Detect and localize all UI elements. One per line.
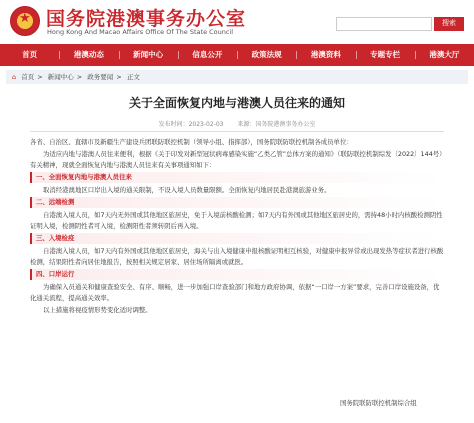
publish-date: 发布时间：2023-02-03 xyxy=(158,121,224,128)
closing-paragraph: 以上措施将视疫情形势变化适时调整。 xyxy=(43,306,152,314)
search-input[interactable] xyxy=(336,17,432,31)
article-body xyxy=(30,137,444,317)
nav-special-topics[interactable]: 专题专栏 xyxy=(356,44,415,66)
breadcrumb: ⌂ 首页 > 新闻中心 > 政务要闻 > 正文 xyxy=(6,70,468,84)
site-subtitle: Hong Kong And Macao Affairs Office Of The State Council xyxy=(47,28,234,36)
site-title: 国务院港澳事务办公室 xyxy=(46,8,247,30)
home-icon: ⌂ xyxy=(12,73,17,81)
article-title: 关于全面恢复内地与港澳人员往来的通知 xyxy=(128,96,345,110)
section-text: 自港澳入境人员，如7天内无外国或其他地区旅居史，免于入境前核酸检测；如7天内有外国或其他地区旅居史的，需持48小时内核酸检测阴性证明入境，检测阴性者可入境，检测阳性者须转阴后再入境。 xyxy=(30,211,443,230)
article-meta xyxy=(0,119,474,128)
nav-news-center[interactable]: 新闻中心 xyxy=(119,44,178,66)
section-text: 取消经港澳地区口岸出入境的通关限制，不设入境人员数量限额。全面恢复内地居民赴港澳旅游业务。 xyxy=(43,186,331,194)
intro-paragraph: 为适应内地与港澳人员往来便利，根据《关于印发对新型冠状病毒感染实施“乙类乙管”总体方案的通知》（联防联控机制综发〔2022〕144号）有关精神，现就全面恢复内地与港澳人员往来有关事项通知如下： xyxy=(30,150,443,169)
nav-policies[interactable]: 政策法规 xyxy=(237,44,296,66)
divider xyxy=(30,131,444,132)
nav-info-disclosure[interactable]: 信息公开 xyxy=(178,44,237,66)
nav-hk-macao-news[interactable]: 港澳动态 xyxy=(59,44,118,66)
breadcrumb-current: 正文 xyxy=(126,73,140,81)
search-button[interactable]: 搜索 xyxy=(434,17,464,31)
section-heading: 三、入境检疫 xyxy=(30,233,444,244)
greeting: 各省、自治区、直辖市及新疆生产建设兵团联防联控机制（领导小组、指挥部），国务院联防联控机制各成员单位： xyxy=(30,138,353,146)
signature: 国务院联防联控机制综合组 xyxy=(340,399,417,407)
breadcrumb-news-center[interactable]: 新闻中心 xyxy=(47,73,74,81)
section-heading: 二、远端检测 xyxy=(30,197,444,208)
article-source: 来源：国务院港澳事务办公室 xyxy=(237,121,316,128)
breadcrumb-gov-news[interactable]: 政务要闻 xyxy=(87,73,114,81)
section-heading: 四、口岸运行 xyxy=(30,269,444,280)
national-emblem-icon xyxy=(10,6,40,36)
section-text: 为确保入员通关和健康查验安全、有序、顺畅，进一步加强口岸查验部门和地方政府协调，依据“一口岸一方案”要求，完善口岸设施设备，优化通关流程，提高通关效率。 xyxy=(30,283,440,302)
breadcrumb-home[interactable]: 首页 xyxy=(21,73,35,81)
nav-hk-macao-hall[interactable]: 港澳大厅 xyxy=(415,44,474,66)
main-nav xyxy=(0,44,474,66)
nav-home[interactable]: 首页 xyxy=(22,50,38,59)
section-heading: 一、全面恢复内地与港澳人员往来 xyxy=(30,172,444,183)
nav-hk-macao-data[interactable]: 港澳资料 xyxy=(296,44,355,66)
section-text: 自港澳入境人员，如7天内有外国或其他地区旅居史，海关与出入境健康申报核酸证明相互核验，对健康申报异常或出现发热等症状者进行核酸检测，结果阳性者向居住地报告，按照相关规定居家、居住场所隔离或就医。 xyxy=(30,247,444,266)
site-header xyxy=(0,0,474,44)
